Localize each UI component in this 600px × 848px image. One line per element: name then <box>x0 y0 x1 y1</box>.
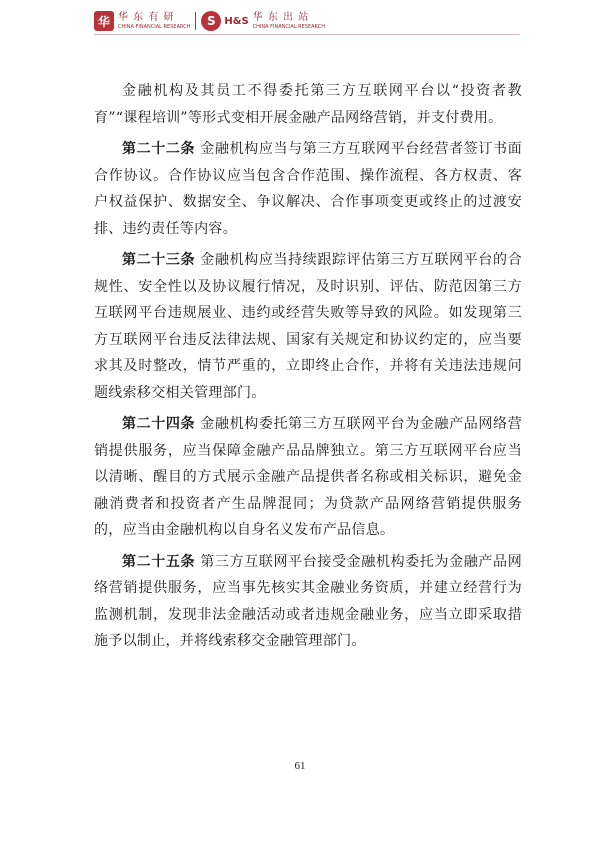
article-heading: 第二十二条 <box>122 141 196 157</box>
logo-secondary-name: 华 东 出 站 <box>252 11 310 23</box>
article-text: 金融机构委托第三方互联网平台为金融产品网络营销提供服务，应当保障金融产品品牌独立。第三方互联网平台应当以清晰、醒目的方式展示金融产品提供者名称或相关标识，避免金融消费者和投资者产生品牌混同；为贷款产品网络营销提供服务的，应当由金融机构以自身名义发布产品信息。 <box>94 416 522 538</box>
header-divider <box>195 12 196 30</box>
logo-primary-subtitle: CHINA FINANCIAL RESEARCH <box>118 23 191 30</box>
paragraph: 金融机构及其员工不得委托第三方互联网平台以“投资者教育”“课程培训”等形式变相开展金融产品网络营销，并支付费用。 <box>94 83 522 126</box>
article-text: 金融机构应当与第三方互联网平台经营者签订书面合作协议。合作协议应当包含合作范围、操作流程、各方权责、客户权益保护、数据安全、争议解决、合作事项变更或终止的过渡安排、违约责任等内容。 <box>94 141 522 237</box>
logo-secondary-subtitle: CHINA FINANCIAL RESEARCH <box>252 23 326 30</box>
page-header <box>94 8 325 34</box>
header-rule <box>94 34 520 35</box>
article-text: 金融机构应当持续跟踪评估第三方互联网平台的合规性、安全性以及协议履行情况，及时识别、评估、防范因第三方互联网平台违规展业、违约或经营失败等导致的风险。如发现第三方互联网平台违反法律法规、国家有关规定和协议约定的，应当要求其及时整改，情节严重的，立即终止合作，并将有关违法违规问题线索移交相关管理部门。 <box>94 252 522 401</box>
article-24 <box>94 411 522 544</box>
logo-mark-icon: 华 <box>94 11 114 31</box>
logo-secondary <box>201 9 325 33</box>
article-heading: 第二十四条 <box>122 416 196 432</box>
page-number: 61 <box>294 760 306 772</box>
article-22 <box>94 136 522 242</box>
logo-circle-icon: S <box>201 11 221 31</box>
article-heading: 第二十五条 <box>122 553 196 570</box>
article-text: 第三方互联网平台接受金融机构委托为金融产品网络营销提供服务，应当事先核实其金融业务资质，并建立经营行为监测机制，发现非法金融活动或者违规金融业务，应当立即采取措施予以制止，并将线索移交金融管理部门。 <box>94 553 522 649</box>
article-25 <box>94 549 522 655</box>
article-23 <box>94 247 522 406</box>
logo-primary <box>94 9 190 33</box>
document-body <box>94 78 522 655</box>
article-heading: 第二十三条 <box>122 252 196 268</box>
logo-primary-name: 华 东 有 研 <box>118 11 175 23</box>
logo-secondary-hs: H&S <box>224 15 249 27</box>
